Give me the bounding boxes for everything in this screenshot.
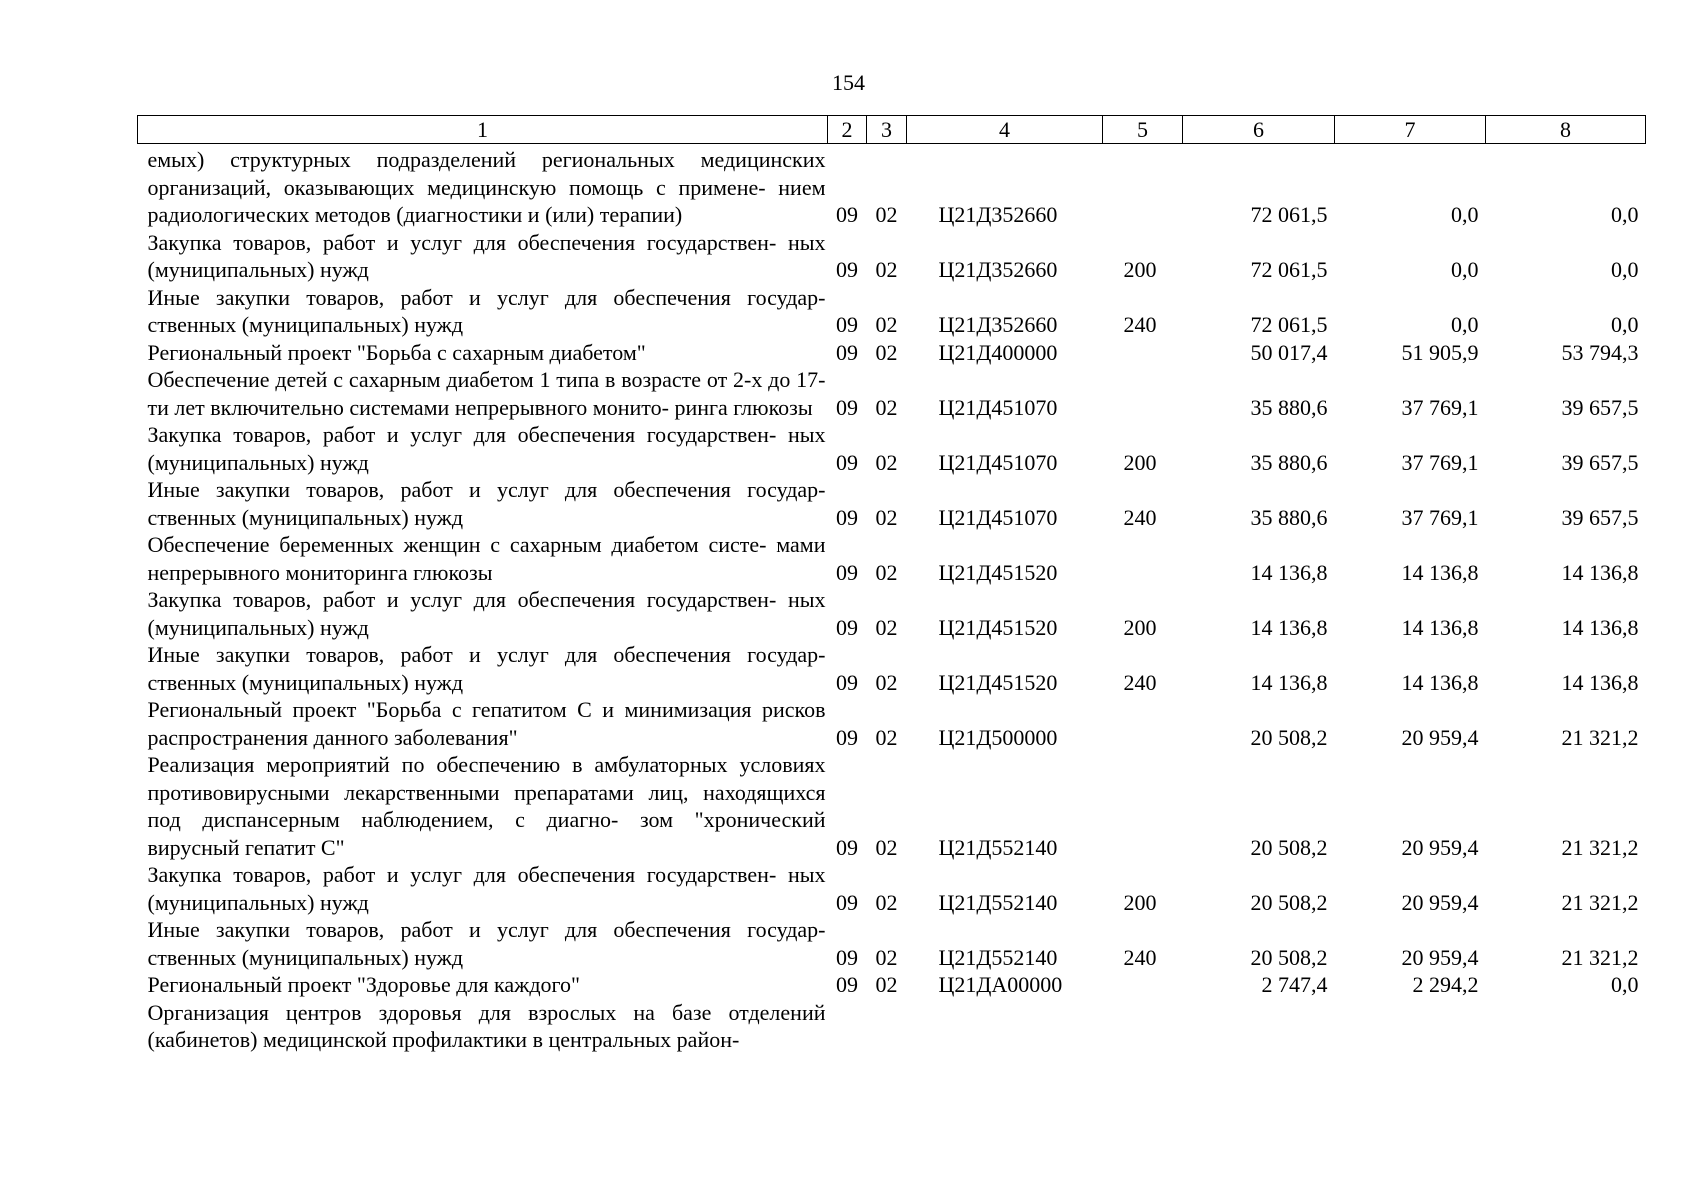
table-row — [138, 751, 1646, 861]
expense-type-code: 240 — [1123, 312, 1157, 337]
description-line: Иные закупки товаров, работ и услуг для обеспечения государ- — [147, 642, 826, 667]
amount-col-8: 39 657,5 — [1561, 394, 1639, 420]
description-line: условиях противовирусными лекарственными препаратами — [147, 752, 826, 805]
amount-col-8: 14 136,8 — [1561, 559, 1639, 585]
amount-col-8: 21 321,2 — [1561, 944, 1639, 970]
target-article-code: Ц21Д451070 — [938, 394, 1058, 420]
subsection-code: 02 — [875, 339, 898, 365]
amount-col-8: 21 321,2 — [1561, 834, 1639, 860]
column-header-6: 6 — [1183, 116, 1335, 144]
subsection-code: 02 — [875, 394, 898, 420]
amount-col-6: 20 508,2 — [1250, 724, 1328, 750]
target-article-code — [907, 999, 1103, 1054]
subsection-code: 02 — [875, 669, 898, 695]
expense-type-code: 200 — [1123, 614, 1157, 640]
target-article-code: Ц21Д552140 — [938, 889, 1058, 915]
expense-type-code — [1103, 531, 1183, 586]
amount-col-6: 20 508,2 — [1250, 889, 1328, 915]
amount-col-8: 0,0 — [1611, 312, 1639, 337]
row-description — [138, 999, 828, 1054]
expense-type-code: 240 — [1123, 669, 1157, 695]
description-line: Региональный проект "Борьба с сахарным диабетом" — [147, 339, 646, 365]
table-row — [138, 339, 1646, 367]
amount-col-7: 14 136,8 — [1401, 614, 1479, 640]
column-header-5: 5 — [1103, 116, 1183, 144]
expense-type-code — [1103, 999, 1183, 1054]
table-row — [138, 586, 1646, 641]
row-description — [138, 641, 828, 696]
table-header — [138, 116, 1646, 144]
description-line: ственных (муниципальных) нужд — [147, 504, 464, 530]
amount-col-7: 37 769,1 — [1401, 394, 1479, 420]
table-row — [138, 916, 1646, 971]
section-code: 09 — [836, 504, 858, 530]
section-code: 09 — [836, 724, 858, 750]
amount-col-7: 37 769,1 — [1401, 504, 1479, 530]
row-description — [138, 476, 828, 531]
target-article-code: Ц21Д451520 — [938, 559, 1058, 585]
section-code: 09 — [836, 559, 858, 585]
description-line: нием радиологических методов (диагностики и (или) терапии) — [147, 174, 826, 227]
expense-type-code — [1103, 971, 1183, 999]
description-line: рисков распространения данного заболевания" — [147, 697, 826, 750]
expense-type-code — [1103, 696, 1183, 751]
row-description — [138, 751, 828, 861]
section-code: 09 — [836, 257, 858, 282]
amount-col-8: 0,0 — [1611, 972, 1639, 997]
description-line: Иные закупки товаров, работ и услуг для обеспечения государ- — [147, 917, 826, 942]
table-row — [138, 284, 1646, 339]
amount-col-7: 37 769,1 — [1401, 449, 1479, 475]
description-line: до 17-ти лет включительно системами непрерывного монито- — [147, 367, 826, 420]
table-row — [138, 971, 1646, 999]
subsection-code: 02 — [875, 972, 898, 997]
row-description — [138, 696, 828, 751]
row-description — [138, 916, 828, 971]
section-code: 09 — [836, 449, 858, 475]
target-article-code: Ц21Д451070 — [938, 504, 1058, 530]
amount-col-8: 53 794,3 — [1561, 339, 1639, 365]
table-row — [138, 366, 1646, 421]
row-description — [138, 531, 828, 586]
description-line: ных (муниципальных) нужд — [147, 862, 826, 915]
description-line: Реализация мероприятий по обеспечению в амбулаторных — [147, 752, 728, 777]
description-line: зом "хронический вирусный гепатит С" — [147, 807, 826, 860]
target-article-code: Ц21Д352660 — [938, 312, 1058, 337]
subsection-code: 02 — [875, 724, 898, 750]
section-code — [828, 999, 867, 1054]
expense-type-code: 200 — [1123, 257, 1157, 282]
table-row — [138, 531, 1646, 586]
amount-col-7: 14 136,8 — [1401, 559, 1479, 585]
row-description — [138, 339, 828, 367]
description-line: Иные закупки товаров, работ и услуг для обеспечения государ- — [147, 477, 826, 502]
target-article-code: Ц21Д451520 — [938, 614, 1058, 640]
amount-col-8: 0,0 — [1611, 202, 1639, 227]
description-line: ринга глюкозы — [674, 394, 813, 420]
expense-type-code: 240 — [1123, 944, 1157, 970]
subsection-code: 02 — [875, 449, 898, 475]
amount-col-6: 72 061,5 — [1250, 202, 1328, 227]
amount-col-6: 35 880,6 — [1250, 449, 1328, 475]
description-line: лиц, находящихся под диспансерным наблюдением, с диагно- — [147, 779, 826, 832]
page-number: 154 — [832, 70, 865, 95]
section-code: 09 — [836, 394, 858, 420]
amount-col-8: 39 657,5 — [1561, 449, 1639, 475]
description-line: Организация центров здоровья для взрослых на базе отделений — [147, 999, 826, 1025]
description-line: ственных (муниципальных) нужд — [147, 669, 464, 695]
amount-col-6: 14 136,8 — [1250, 669, 1328, 695]
row-description — [138, 586, 828, 641]
description-line: Обеспечение беременных женщин с сахарным диабетом систе- — [147, 532, 767, 557]
amount-col-6: 50 017,4 — [1250, 339, 1328, 365]
description-line: (кабинетов) медицинской профилактики в центральных район- — [147, 1027, 740, 1052]
expense-type-code — [1103, 144, 1183, 229]
table-row — [138, 999, 1646, 1054]
description-line: Иные закупки товаров, работ и услуг для обеспечения государ- — [147, 284, 826, 310]
amount-col-6: 35 880,6 — [1250, 504, 1328, 530]
description-line: Закупка товаров, работ и услуг для обеспечения государствен- — [147, 422, 777, 447]
row-description — [138, 861, 828, 916]
target-article-code: Ц21Д500000 — [938, 724, 1058, 750]
amount-col-8: 14 136,8 — [1561, 669, 1639, 695]
amount-col-8: 39 657,5 — [1561, 504, 1639, 530]
amount-col-8 — [1486, 999, 1646, 1054]
expense-type-code: 200 — [1123, 889, 1157, 915]
amount-col-7: 51 905,9 — [1401, 339, 1479, 365]
description-line: Закупка товаров, работ и услуг для обеспечения государствен- — [147, 862, 777, 887]
table-row — [138, 861, 1646, 916]
description-line: Региональный проект "Борьба с гепатитом С и минимизация — [147, 697, 752, 722]
section-code: 09 — [836, 889, 858, 915]
amount-col-8: 21 321,2 — [1561, 889, 1639, 915]
column-header-4: 4 — [907, 116, 1103, 144]
target-article-code: Ц21ДА00000 — [938, 972, 1063, 997]
description-line: мами непрерывного мониторинга глюкозы — [147, 532, 826, 585]
amount-col-7: 0,0 — [1451, 202, 1479, 227]
description-line: ных (муниципальных) нужд — [147, 422, 826, 475]
section-code: 09 — [836, 669, 858, 695]
description-line: ных (муниципальных) нужд — [147, 587, 826, 640]
amount-col-6: 14 136,8 — [1250, 559, 1328, 585]
table-row — [138, 476, 1646, 531]
row-description — [138, 421, 828, 476]
expense-type-code — [1103, 366, 1183, 421]
amount-col-7: 20 959,4 — [1401, 834, 1479, 860]
section-code: 09 — [836, 614, 858, 640]
row-description — [138, 366, 828, 421]
column-header-2: 2 — [828, 116, 867, 144]
expense-type-code — [1103, 339, 1183, 367]
amount-col-6: 14 136,8 — [1250, 614, 1328, 640]
section-code: 09 — [836, 944, 858, 970]
subsection-code: 02 — [875, 834, 898, 860]
amount-col-8: 0,0 — [1611, 257, 1639, 282]
amount-col-7: 2 294,2 — [1412, 972, 1479, 997]
amount-col-6: 20 508,2 — [1250, 834, 1328, 860]
target-article-code: Ц21Д352660 — [938, 202, 1058, 227]
section-code: 09 — [836, 202, 858, 227]
amount-col-7: 20 959,4 — [1401, 724, 1479, 750]
row-description — [138, 144, 828, 229]
amount-col-6: 2 747,4 — [1261, 972, 1328, 997]
subsection-code: 02 — [875, 504, 898, 530]
subsection-code: 02 — [875, 257, 898, 282]
budget-table — [137, 115, 1646, 1054]
amount-col-7 — [1335, 999, 1486, 1054]
column-header-1: 1 — [138, 116, 828, 144]
row-description — [138, 284, 828, 339]
table-row — [138, 641, 1646, 696]
description-line: Обеспечение детей с сахарным диабетом 1 типа в возрасте от 2-х — [147, 367, 763, 392]
table-row — [138, 229, 1646, 284]
amount-col-6: 72 061,5 — [1250, 257, 1328, 282]
amount-col-6: 20 508,2 — [1250, 944, 1328, 970]
expense-type-code — [1103, 751, 1183, 861]
section-code: 09 — [836, 834, 858, 860]
amount-col-7: 0,0 — [1451, 257, 1479, 282]
subsection-code: 02 — [875, 889, 898, 915]
description-line: емых) структурных подразделений региональных медицинских — [147, 147, 826, 172]
section-code: 09 — [836, 339, 858, 365]
target-article-code: Ц21Д552140 — [938, 944, 1058, 970]
subsection-code: 02 — [875, 614, 898, 640]
amount-col-7: 20 959,4 — [1401, 944, 1479, 970]
table-row — [138, 144, 1646, 229]
description-line: Закупка товаров, работ и услуг для обеспечения государствен- — [147, 587, 777, 612]
description-line: ственных (муниципальных) нужд — [147, 312, 464, 337]
target-article-code: Ц21Д451520 — [938, 669, 1058, 695]
section-code: 09 — [836, 972, 858, 997]
amount-col-6: 35 880,6 — [1250, 394, 1328, 420]
amount-col-8: 14 136,8 — [1561, 614, 1639, 640]
subsection-code — [867, 999, 907, 1054]
subsection-code: 02 — [875, 202, 898, 227]
description-line: Закупка товаров, работ и услуг для обеспечения государствен- — [147, 229, 777, 255]
description-line: организаций, оказывающих медицинскую помощь с примене- — [147, 174, 766, 200]
description-line: ственных (муниципальных) нужд — [147, 944, 464, 970]
column-header-8: 8 — [1486, 116, 1646, 144]
target-article-code: Ц21Д552140 — [938, 834, 1058, 860]
amount-col-7: 20 959,4 — [1401, 889, 1479, 915]
column-header-7: 7 — [1335, 116, 1486, 144]
subsection-code: 02 — [875, 559, 898, 585]
description-line: Региональный проект "Здоровье для каждого" — [147, 972, 580, 997]
header-row — [138, 116, 1646, 144]
amount-col-6 — [1183, 999, 1335, 1054]
amount-col-8: 21 321,2 — [1561, 724, 1639, 750]
amount-col-7: 0,0 — [1451, 312, 1479, 337]
row-description — [138, 229, 828, 284]
subsection-code: 02 — [875, 312, 898, 337]
target-article-code: Ц21Д400000 — [938, 339, 1058, 365]
table-row — [138, 421, 1646, 476]
table-row — [138, 696, 1646, 751]
amount-col-7: 14 136,8 — [1401, 669, 1479, 695]
subsection-code: 02 — [875, 944, 898, 970]
table-body — [138, 144, 1646, 1054]
target-article-code: Ц21Д352660 — [938, 257, 1058, 282]
column-header-3: 3 — [867, 116, 907, 144]
expense-type-code: 240 — [1123, 504, 1157, 530]
row-description — [138, 971, 828, 999]
section-code: 09 — [836, 312, 858, 337]
expense-type-code: 200 — [1123, 449, 1157, 475]
target-article-code: Ц21Д451070 — [938, 449, 1058, 475]
amount-col-6: 72 061,5 — [1250, 312, 1328, 337]
description-line: ных (муниципальных) нужд — [147, 229, 826, 282]
